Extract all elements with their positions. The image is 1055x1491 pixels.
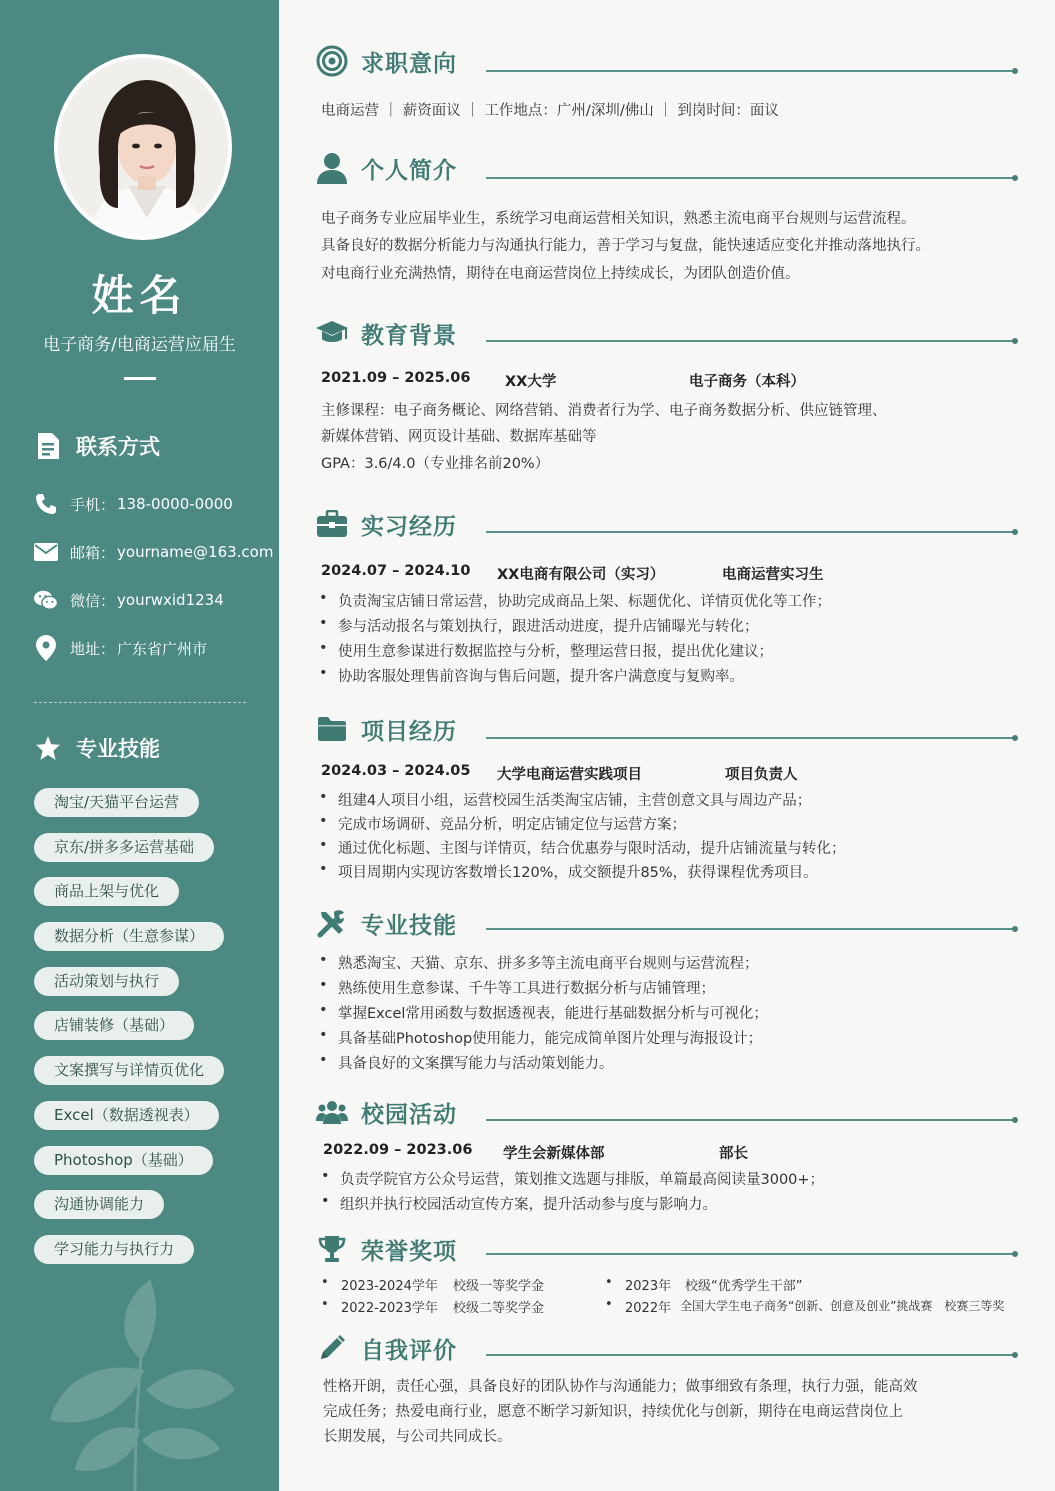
- phone-icon: [34, 492, 58, 516]
- campus-heading: [315, 1095, 457, 1129]
- intro-heading: [315, 151, 457, 185]
- group-icon: [315, 1095, 349, 1129]
- intro-line: 具备良好的数据分析能力与沟通执行能力，善于学习与复盘，能快速适应变化并推动落地执行。: [321, 238, 930, 254]
- internship-company: XX电商有限公司（实习）: [497, 567, 665, 583]
- section-rule: [486, 928, 1015, 930]
- skill-tag: 店铺装修（基础）: [34, 1011, 194, 1040]
- person-icon: [315, 151, 349, 185]
- self-eval-line: 性格开朗，责任心强，具备良好的团队协作与沟通能力；做事细致有条理，执行力强，能高效: [323, 1379, 918, 1395]
- graduation-cap-icon: [315, 316, 349, 350]
- skills-side-title: 专业技能: [76, 737, 160, 761]
- intro-line: 电子商务专业应届毕业生，系统学习电商运营相关知识，熟悉主流电商平台规则与运营流程。: [321, 211, 916, 227]
- education-line: GPA：3.6/4.0（专业排名前20%）: [321, 456, 550, 472]
- phone-value: 138-0000-0000: [117, 495, 233, 513]
- avatar-photo: [54, 54, 232, 240]
- section-rule: [486, 177, 1015, 179]
- self-eval-line: 长期发展，与公司共同成长。: [323, 1429, 512, 1445]
- address-label: 地址：: [70, 639, 116, 658]
- phone-label: 手机：: [70, 495, 116, 514]
- project-period: 2024.03 – 2024.05: [321, 763, 471, 779]
- intent-line: 电商运营 ｜ 薪资面议 ｜ 工作地点：广州/深圳/佛山 ｜ 到岗时间：面议: [321, 103, 779, 119]
- self-eval-heading: [315, 1331, 457, 1365]
- skills-title: 专业技能: [361, 912, 457, 939]
- campus-period: 2022.09 – 2023.06: [323, 1142, 473, 1158]
- section-rule: [486, 1119, 1015, 1121]
- skills-heading: [315, 906, 457, 940]
- campus-org: 学生会新媒体部: [503, 1146, 605, 1162]
- intent-heading: [315, 44, 457, 78]
- skill-tag: 商品上架与优化: [34, 877, 179, 906]
- education-title: 教育背景: [361, 322, 457, 349]
- leaf-decoration-icon: [40, 1270, 240, 1491]
- mail-icon: [34, 540, 58, 564]
- campus-role: 部长: [719, 1146, 748, 1162]
- skill-tag: 京东/拼多多运营基础: [34, 833, 214, 862]
- award-year: 2022年: [625, 1301, 672, 1316]
- internship-heading: [315, 507, 457, 541]
- section-rule: [486, 1354, 1015, 1356]
- skill-tag: 文案撰写与详情页优化: [34, 1056, 224, 1085]
- star-icon: [34, 734, 62, 762]
- contact-phone: [34, 492, 233, 516]
- education-line: 新媒体营销、网页设计基础、数据库基础等: [321, 429, 597, 445]
- email-value: yourname@163.com: [117, 543, 274, 561]
- award-year: 2023-2024学年: [341, 1279, 438, 1294]
- skill-tag: 学习能力与执行力: [34, 1235, 194, 1264]
- intro-line: 对电商行业充满热情，期待在电商运营岗位上持续成长，为团队创造价值。: [321, 266, 800, 282]
- award-year: 2022-2023学年: [341, 1301, 438, 1316]
- briefcase-icon: [315, 507, 349, 541]
- contact-card-icon: [34, 432, 62, 460]
- education-major: 电子商务（本科）: [689, 374, 805, 390]
- person-subtitle: 电子商务/电商运营应届生: [43, 335, 236, 355]
- award-year: 2023年: [625, 1279, 672, 1294]
- main-content: 求职意向 电商运营 ｜ 薪资面议 ｜ 工作地点：广州/深圳/佛山 ｜ 到岗时间：面议 个人简介 电子商务专业应届毕业生，系统学习电商运营相关知识，熟悉主流电商平台规则与运营流程。 具备良好的数据分析能力与沟通执行能力，善于学习与复盘，能快速适应变化并推动落地执行。 对电商行业充满热情，期待在电商运营岗位上持续成长，为团队创造价值。 教育背景 2021.09 – 2025.06 XX大学 电子商务（本科） 主修课程：电子商务概论、网络营销、消费者行为学、电子商务数据分析、供应链管理、 新媒体营销、网页设计基础、数据库基础等 GPA：3.6/4.0（专业排名前20%） 实习经历 2024.07 – 2024.10 XX电商有限公司（实习） 电商运营实习生 负责淘宝店铺日常运营，协助完成商品上架、标题优化、详情页优化等工作； 参与活动报名与策划执行，跟进活动进度，提升店铺曝光与转化； 使用生意参谋进行数据监控与分析，整理运营日报，提出优化建议； 协助客服处理售前咨询与售后问题，提升客户满意度与复购率。 项目经历 2024.03 – 2024.05 大学电商运营实践项目 项目负责人 组建4人项目小组，运营校园生活类淘宝店铺，主营创意文具与周边产品； 完成市场调研、竞品分析，明定店铺定位与运营方案； 通过优化标题、主图与详情页，结合优惠券与限时活动，提升店铺流量与转化； 项目周期内实现访客数增长120%，成交额提升85%，获得课程优秀项目。 专业技能 熟悉淘宝、天猫、京东、拼多多等主流电商平台规则与运营流程； 熟练使用生意参谋、千牛等工具进行数据分析与店铺管理； 掌握Excel常用函数与数据透视表，能进行基础数据分析与可视化； 具备基础Photoshop使用能力，能完成简单图片处理与海报设计； 具备良好的文案撰写能力与活动策划能力。 校园活动 2022.09 – 2023.06 学生会新媒体部 部长 负责学院官方公众号运营，策划推文选题与排版，单篇最高阅读量3000+； 组织并执行校园活动宣传方案，提升活动参与度与影响力。 荣誉奖项 2023-2024学年 校级一等奖学金 2022-2023学年 校级二等奖学金 2023年 校级“优秀学生干部” 2022年 全国大学生电子商务“创新、创意及创业”挑战赛 校赛三等奖 自我评价 性格开朗，责任心强，具备良好的团队协作与沟通能力；做事细致有条理，执行力强，能高效 完成任务；热爱电商行业，愿意不断学习新知识，持续优化与创新，期待在电商运营岗位上 长期发展，与公司共同成长。: [279, 0, 1055, 1491]
- education-line: 主修课程：电子商务概论、网络营销、消费者行为学、电子商务数据分析、供应链管理、: [321, 403, 887, 419]
- sidebar-divider: [34, 702, 246, 703]
- contact-title: 联系方式: [76, 435, 160, 459]
- wechat-value: yourwxid1234: [117, 591, 224, 609]
- folder-icon: [315, 712, 349, 746]
- skill-tag: 数据分析（生意参谋）: [34, 922, 224, 951]
- trophy-icon: [315, 1232, 349, 1266]
- sidebar: [0, 0, 279, 1491]
- self-eval-line: 完成任务；热爱电商行业，愿意不断学习新知识，持续优化与创新，期待在电商运营岗位上: [323, 1404, 903, 1420]
- award-text: 校级一等奖学金: [453, 1279, 545, 1294]
- project-name: 大学电商运营实践项目: [497, 767, 642, 783]
- section-rule: [486, 531, 1015, 533]
- section-rule: [486, 70, 1015, 72]
- pencil-icon: [315, 1331, 349, 1365]
- internship-period: 2024.07 – 2024.10: [321, 563, 471, 579]
- location-icon: [34, 636, 58, 660]
- person-name: 姓名: [91, 271, 188, 320]
- skill-tag: 淘宝/天猫平台运营: [34, 788, 199, 817]
- wechat-icon: [34, 588, 58, 612]
- contact-email: [34, 540, 273, 564]
- intro-title: 个人简介: [361, 157, 457, 184]
- contact-wechat: [34, 588, 224, 612]
- award-text: 校级二等奖学金: [453, 1301, 545, 1316]
- tools-icon: [315, 906, 349, 940]
- email-label: 邮箱：: [70, 543, 116, 562]
- honors-heading: [315, 1232, 457, 1266]
- honors-title: 荣誉奖项: [361, 1238, 457, 1265]
- skill-tag: Photoshop（基础）: [34, 1146, 213, 1175]
- section-rule: [486, 340, 1015, 342]
- project-title: 项目经历: [361, 718, 457, 745]
- contact-heading: [34, 431, 160, 461]
- self-eval-title: 自我评价: [361, 1337, 457, 1364]
- campus-title: 校园活动: [361, 1101, 457, 1128]
- contact-address: [34, 636, 207, 660]
- wechat-label: 微信：: [70, 591, 116, 610]
- internship-title: 实习经历: [361, 513, 457, 540]
- target-icon: [315, 44, 349, 78]
- project-role: 项目负责人: [725, 767, 798, 783]
- award-text: 校级“优秀学生干部”: [685, 1279, 803, 1294]
- intent-title: 求职意向: [361, 50, 457, 77]
- skill-tag: 沟通协调能力: [34, 1190, 164, 1219]
- award-text: 全国大学生电子商务“创新、创意及创业”挑战赛 校赛三等奖: [680, 1299, 1005, 1313]
- address-value: 广东省广州市: [117, 639, 208, 658]
- education-heading: [315, 316, 457, 350]
- skills-side-heading: [34, 733, 160, 763]
- section-rule: [486, 737, 1015, 739]
- skill-tag: Excel（数据透视表）: [34, 1101, 219, 1130]
- skill-tag: 活动策划与执行: [34, 967, 179, 996]
- name-divider: [124, 377, 156, 380]
- internship-role: 电商运营实习生: [722, 567, 824, 583]
- project-heading: [315, 712, 457, 746]
- section-rule: [486, 1253, 1015, 1255]
- education-school: XX大学: [505, 374, 557, 390]
- education-period: 2021.09 – 2025.06: [321, 370, 471, 386]
